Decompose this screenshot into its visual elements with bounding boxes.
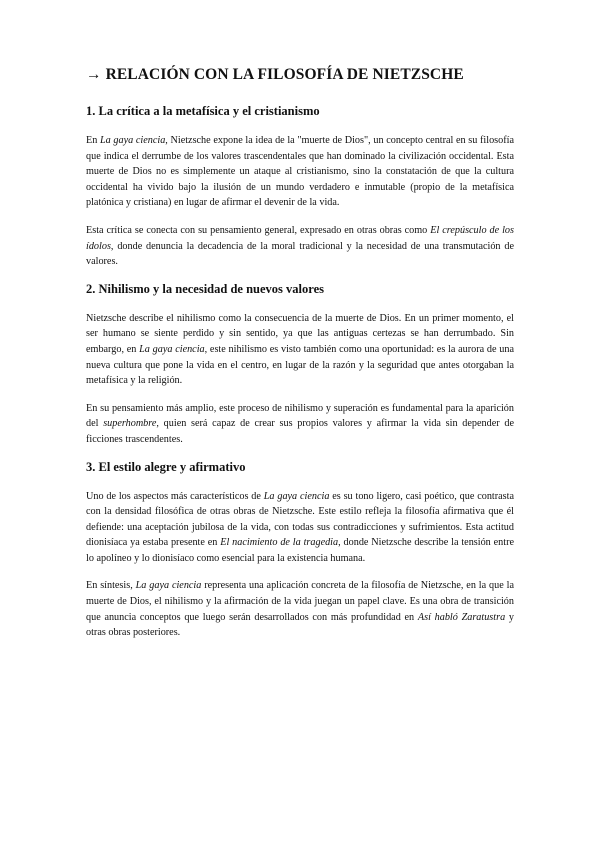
section-heading: 3. El estilo alegre y afirmativo	[86, 459, 246, 474]
text-segment: , donde denuncia la decadencia de la moral tradicional y la necesidad de una transmutación de valores.	[86, 240, 514, 268]
text-segment: En síntesis,	[86, 580, 136, 592]
section-estilo-alegre	[86, 460, 514, 641]
paragraph	[86, 223, 514, 270]
italic-title: La gaya ciencia	[263, 490, 330, 502]
section-heading: 2. Nihilismo y la necesidad de nuevos valores	[86, 281, 324, 296]
italic-title: El crepúsculo de los ídolos	[86, 224, 514, 252]
paragraph	[86, 578, 514, 640]
paragraph	[86, 489, 514, 567]
italic-title: La gaya ciencia	[99, 135, 166, 146]
text-segment: , Nietzsche expone la idea de la "muerte de Dios", un concepto central en su filosofía que indica el derrumbe de los valores trascendentales que han dominado la civilización occidental. Esta muerte de Dios no es simplemente un ataque al cristianismo, sino la constatación de que la cultura occidental ha vivido bajo la ilusión de un mundo verdadero e inmutable (propio de la metafísica platónica y cristiana) en lugar de afirmar el devenir de la vida.	[86, 135, 514, 209]
italic-term: superhombre	[103, 418, 157, 430]
italic-title: La gaya ciencia	[135, 580, 202, 592]
text-segment: Nietzsche describe el nihilismo como la consecuencia de la muerte de Dios. En un primer momento, el ser humano se siente perdido y sin sentido, ya que las antiguas certezas se han derrumbado. Sin embargo, en	[86, 312, 514, 355]
text-segment: , quien será capaz de crear sus propios valores y afirmar la vida sin depender de ficciones trascendentes.	[86, 418, 514, 445]
text-segment: Uno de los aspectos más característicos de	[86, 490, 264, 502]
paragraph	[86, 401, 514, 448]
text-segment: Esta crítica se conecta con su pensamiento general, expresado en otras obras como	[86, 224, 431, 236]
text-segment: En	[86, 135, 100, 146]
italic-title: La gaya ciencia	[139, 343, 205, 355]
text-segment: es su tono ligero, casi poético, que contrasta con la densidad filosófica de otras obras de Nietzsche. Este estilo refleja la filosofía afirmativa que él defiende: una aceptación jubilosa de la vida, con todas sus contradicciones y sufrimientos. Esta actitud dionisíaca ya estaba presente en	[86, 490, 514, 549]
italic-title: El nacimiento de la tragedia	[220, 537, 339, 549]
text-segment: En su pensamiento más amplio, este proceso de nihilismo y superación es fundamental para la aparición del	[86, 402, 514, 430]
text-segment: , donde Nietzsche describe la tensión entre lo apolíneo y lo dionisíaco como esencial para la existencia humana.	[86, 537, 515, 564]
paragraph	[86, 311, 514, 389]
section-heading: 1. La crítica a la metafísica y el cristianismo	[86, 104, 320, 118]
paragraph	[86, 133, 514, 211]
text-segment: y otras obras posteriores.	[86, 611, 514, 639]
section-nihilismo	[86, 282, 514, 448]
document-title: → RELACIÓN CON LA FILOSOFÍA DE NIETZSCHE	[86, 66, 464, 83]
section-critica-metafisica	[86, 104, 514, 270]
text-segment: representa una aplicación concreta de la filosofía de Nietzsche, en la que la muerte de Dios, el nihilismo y la afirmación de la vida juegan un papel clave. Es una obra de transición que anuncia conceptos que luego serán desarrollados con más profundidad en	[86, 580, 514, 623]
text-segment: , este nihilismo es visto también como una oportunidad: es la aurora de una nueva cultura que pone la vida en el centro, en lugar de la razón y la seguridad que antes otorgaban la metafísica y la religión.	[86, 343, 514, 387]
italic-title: Así habló Zaratustra	[417, 611, 506, 623]
